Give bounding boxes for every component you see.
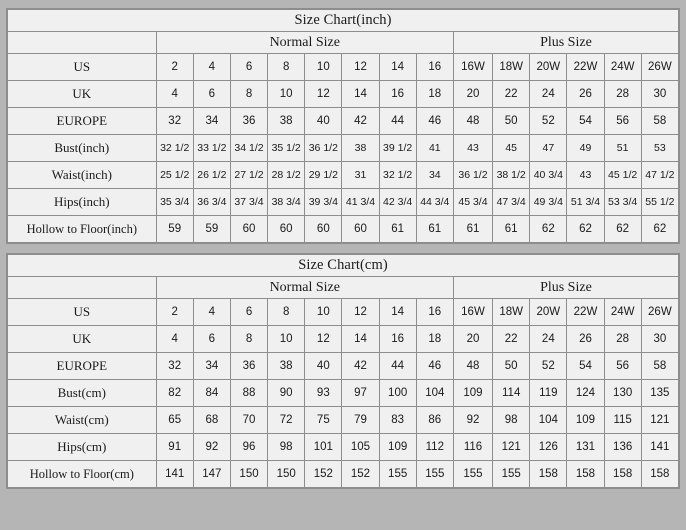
- cell: 59: [156, 216, 193, 243]
- table-row: [8, 353, 679, 380]
- cell: 24W: [604, 54, 641, 81]
- table-row: [8, 216, 679, 243]
- cell: 10: [268, 326, 305, 353]
- row-label: Bust(inch): [8, 135, 157, 162]
- cell: 49 3/4: [530, 189, 567, 216]
- cell: 30: [641, 81, 678, 108]
- cell: 24: [530, 326, 567, 353]
- cell: 98: [493, 407, 530, 434]
- cell: 68: [193, 407, 230, 434]
- row-label: EUROPE: [8, 353, 157, 380]
- cell: 34 1/2: [230, 135, 267, 162]
- cell: 41 3/4: [342, 189, 379, 216]
- cell: 2: [156, 299, 193, 326]
- cell: 43: [453, 135, 492, 162]
- cell: 16: [379, 81, 416, 108]
- cell: 53 3/4: [604, 189, 641, 216]
- cell: 158: [604, 461, 641, 488]
- cell: 18: [416, 81, 453, 108]
- cell: 31: [342, 162, 379, 189]
- cell: 98: [268, 434, 305, 461]
- cell: 18W: [493, 299, 530, 326]
- cell: 75: [305, 407, 342, 434]
- cell: 72: [268, 407, 305, 434]
- table-row: [8, 108, 679, 135]
- table-row: [8, 81, 679, 108]
- cell: 131: [567, 434, 604, 461]
- cell: 12: [305, 81, 342, 108]
- cell: 52: [530, 353, 567, 380]
- row-label: UK: [8, 81, 157, 108]
- cell: 26: [567, 326, 604, 353]
- cell: 12: [342, 299, 379, 326]
- cell: 65: [156, 407, 193, 434]
- cell: 141: [641, 434, 678, 461]
- cell: 47 3/4: [493, 189, 530, 216]
- cell: 50: [493, 108, 530, 135]
- cell: 38: [342, 135, 379, 162]
- cell: 93: [305, 380, 342, 407]
- cell: 45 3/4: [453, 189, 492, 216]
- cell: 48: [453, 108, 492, 135]
- size-chart-inch-table: [7, 9, 679, 243]
- cell: 14: [379, 299, 416, 326]
- cell: 38 1/2: [493, 162, 530, 189]
- cell: 101: [305, 434, 342, 461]
- cell: 82: [156, 380, 193, 407]
- cell: 39 1/2: [379, 135, 416, 162]
- cell: 26W: [641, 54, 678, 81]
- size-chart-cm-table: [7, 254, 679, 488]
- row-label: UK: [8, 326, 157, 353]
- table-row: [8, 326, 679, 353]
- cell: 6: [230, 54, 267, 81]
- cell: 115: [604, 407, 641, 434]
- cell: 47 1/2: [641, 162, 678, 189]
- cell: 16: [379, 326, 416, 353]
- cell: 28: [604, 81, 641, 108]
- cell: 40: [305, 353, 342, 380]
- cell: 35 3/4: [156, 189, 193, 216]
- cell: 51: [604, 135, 641, 162]
- cell: 26W: [641, 299, 678, 326]
- row-label: Hollow to Floor(cm): [8, 461, 157, 488]
- row-label: Hips(inch): [8, 189, 157, 216]
- cell: 12: [305, 326, 342, 353]
- cell: 45: [493, 135, 530, 162]
- cell: 158: [530, 461, 567, 488]
- cell: 16: [416, 54, 453, 81]
- chart-group-row: [8, 277, 679, 299]
- cell: 55 1/2: [641, 189, 678, 216]
- cell: 105: [342, 434, 379, 461]
- cell: 34: [416, 162, 453, 189]
- cell: 155: [379, 461, 416, 488]
- cell: 54: [567, 108, 604, 135]
- cell: 39 3/4: [305, 189, 342, 216]
- cell: 46: [416, 108, 453, 135]
- cell: 14: [342, 81, 379, 108]
- row-label: Hips(cm): [8, 434, 157, 461]
- cell: 22: [493, 326, 530, 353]
- cell: 16: [416, 299, 453, 326]
- cell: 8: [268, 54, 305, 81]
- cell: 136: [604, 434, 641, 461]
- chart-title: Size Chart(inch): [8, 10, 679, 32]
- cell: 150: [268, 461, 305, 488]
- cell: 38: [268, 353, 305, 380]
- cell: 26: [567, 81, 604, 108]
- cell: 35 1/2: [268, 135, 305, 162]
- cell: 126: [530, 434, 567, 461]
- cell: 61: [453, 216, 492, 243]
- cell: 25 1/2: [156, 162, 193, 189]
- cell: 58: [641, 353, 678, 380]
- cell: 62: [641, 216, 678, 243]
- cell: 97: [342, 380, 379, 407]
- cell: 121: [641, 407, 678, 434]
- cell: 36 1/2: [305, 135, 342, 162]
- cell: 90: [268, 380, 305, 407]
- cell: 59: [193, 216, 230, 243]
- cell: 62: [604, 216, 641, 243]
- cell: 109: [379, 434, 416, 461]
- cell: 8: [230, 326, 267, 353]
- cell: 70: [230, 407, 267, 434]
- cell: 84: [193, 380, 230, 407]
- table-row: [8, 434, 679, 461]
- cell: 114: [493, 380, 530, 407]
- cell: 28: [604, 326, 641, 353]
- cell: 26 1/2: [193, 162, 230, 189]
- cell: 112: [416, 434, 453, 461]
- cell: 116: [453, 434, 492, 461]
- cell: 40 3/4: [530, 162, 567, 189]
- row-label: US: [8, 299, 157, 326]
- cell: 10: [268, 81, 305, 108]
- cell: 24W: [604, 299, 641, 326]
- cell: 104: [530, 407, 567, 434]
- cell: 20W: [530, 299, 567, 326]
- chart-title-row: [8, 255, 679, 277]
- cell: 43: [567, 162, 604, 189]
- cell: 38 3/4: [268, 189, 305, 216]
- cell: 158: [641, 461, 678, 488]
- cell: 20: [453, 326, 492, 353]
- cell: 92: [193, 434, 230, 461]
- cell: 152: [342, 461, 379, 488]
- cell: 32 1/2: [156, 135, 193, 162]
- cell: 30: [641, 326, 678, 353]
- cell: 22W: [567, 54, 604, 81]
- cell: 49: [567, 135, 604, 162]
- cell: 109: [453, 380, 492, 407]
- cell: 61: [416, 216, 453, 243]
- size-chart-inch: [6, 8, 680, 244]
- cell: 34: [193, 353, 230, 380]
- cell: 18W: [493, 54, 530, 81]
- row-label: Waist(inch): [8, 162, 157, 189]
- cell: 79: [342, 407, 379, 434]
- chart-title-row: [8, 10, 679, 32]
- cell: 4: [193, 299, 230, 326]
- cell: 29 1/2: [305, 162, 342, 189]
- size-chart-cm: [6, 253, 680, 489]
- cell: 6: [193, 326, 230, 353]
- cell: 8: [230, 81, 267, 108]
- cell: 45 1/2: [604, 162, 641, 189]
- cell: 155: [453, 461, 492, 488]
- cell: 96: [230, 434, 267, 461]
- cell: 24: [530, 81, 567, 108]
- cell: 36: [230, 353, 267, 380]
- cell: 14: [342, 326, 379, 353]
- cell: 158: [567, 461, 604, 488]
- cell: 92: [453, 407, 492, 434]
- cell: 12: [342, 54, 379, 81]
- cell: 51 3/4: [567, 189, 604, 216]
- cell: 22: [493, 81, 530, 108]
- cell: 150: [230, 461, 267, 488]
- cell: 42: [342, 353, 379, 380]
- cell: 47: [530, 135, 567, 162]
- cell: 88: [230, 380, 267, 407]
- cell: 50: [493, 353, 530, 380]
- cell: 4: [156, 81, 193, 108]
- cell: 58: [641, 108, 678, 135]
- cell: 104: [416, 380, 453, 407]
- cell: 16W: [453, 54, 492, 81]
- cell: 130: [604, 380, 641, 407]
- cell: 61: [379, 216, 416, 243]
- row-label: Bust(cm): [8, 380, 157, 407]
- cell: 121: [493, 434, 530, 461]
- cell: 56: [604, 353, 641, 380]
- group-normal-size: Normal Size: [156, 277, 453, 299]
- cell: 124: [567, 380, 604, 407]
- table-row: [8, 162, 679, 189]
- cell: 44 3/4: [416, 189, 453, 216]
- cell: 91: [156, 434, 193, 461]
- cell: 62: [567, 216, 604, 243]
- cell: 6: [193, 81, 230, 108]
- cell: 62: [530, 216, 567, 243]
- cell: 155: [416, 461, 453, 488]
- cell: 83: [379, 407, 416, 434]
- cell: 60: [230, 216, 267, 243]
- cell: 86: [416, 407, 453, 434]
- cell: 36 1/2: [453, 162, 492, 189]
- cell: 14: [379, 54, 416, 81]
- row-label: EUROPE: [8, 108, 157, 135]
- cell: 40: [305, 108, 342, 135]
- cell: 152: [305, 461, 342, 488]
- cell: 20: [453, 81, 492, 108]
- cell: 61: [493, 216, 530, 243]
- cell: 42 3/4: [379, 189, 416, 216]
- cell: 36: [230, 108, 267, 135]
- cell: 46: [416, 353, 453, 380]
- cell: 6: [230, 299, 267, 326]
- cell: 100: [379, 380, 416, 407]
- cell: 33 1/2: [193, 135, 230, 162]
- cell: 37 3/4: [230, 189, 267, 216]
- cell: 60: [305, 216, 342, 243]
- chart-title: Size Chart(cm): [8, 255, 679, 277]
- cell: 41: [416, 135, 453, 162]
- cell: 119: [530, 380, 567, 407]
- table-row: [8, 189, 679, 216]
- table-row: [8, 54, 679, 81]
- cell: 34: [193, 108, 230, 135]
- chart-group-row: [8, 32, 679, 54]
- cell: 109: [567, 407, 604, 434]
- cell: 54: [567, 353, 604, 380]
- cell: 4: [156, 326, 193, 353]
- cell: 2: [156, 54, 193, 81]
- table-row: [8, 407, 679, 434]
- row-label: Hollow to Floor(inch): [8, 216, 157, 243]
- cell: 32 1/2: [379, 162, 416, 189]
- cell: 22W: [567, 299, 604, 326]
- table-row: [8, 461, 679, 488]
- cell: 8: [268, 299, 305, 326]
- cell: 10: [305, 299, 342, 326]
- cell: 44: [379, 108, 416, 135]
- table-row: [8, 299, 679, 326]
- cell: 141: [156, 461, 193, 488]
- cell: 147: [193, 461, 230, 488]
- group-plus-size: Plus Size: [453, 277, 678, 299]
- cell: 42: [342, 108, 379, 135]
- cell: 52: [530, 108, 567, 135]
- cell: 32: [156, 108, 193, 135]
- table-row: [8, 380, 679, 407]
- cell: 56: [604, 108, 641, 135]
- cell: 155: [493, 461, 530, 488]
- corner-cell: [8, 277, 157, 299]
- cell: 4: [193, 54, 230, 81]
- cell: 36 3/4: [193, 189, 230, 216]
- cell: 44: [379, 353, 416, 380]
- cell: 27 1/2: [230, 162, 267, 189]
- cell: 60: [268, 216, 305, 243]
- cell: 38: [268, 108, 305, 135]
- cell: 60: [342, 216, 379, 243]
- group-plus-size: Plus Size: [453, 32, 678, 54]
- group-normal-size: Normal Size: [156, 32, 453, 54]
- corner-cell: [8, 32, 157, 54]
- cell: 16W: [453, 299, 492, 326]
- row-label: US: [8, 54, 157, 81]
- cell: 28 1/2: [268, 162, 305, 189]
- cell: 48: [453, 353, 492, 380]
- table-row: [8, 135, 679, 162]
- cell: 20W: [530, 54, 567, 81]
- cell: 32: [156, 353, 193, 380]
- cell: 18: [416, 326, 453, 353]
- cell: 135: [641, 380, 678, 407]
- cell: 10: [305, 54, 342, 81]
- row-label: Waist(cm): [8, 407, 157, 434]
- cell: 53: [641, 135, 678, 162]
